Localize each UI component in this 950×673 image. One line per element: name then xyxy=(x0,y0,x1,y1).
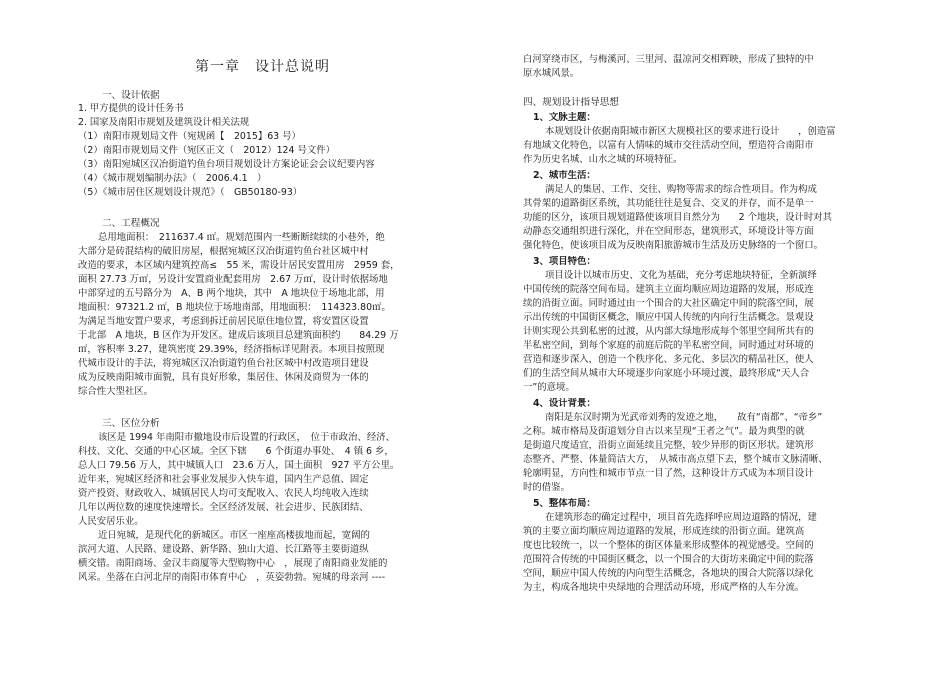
subsection-heading: 5、整体布局： xyxy=(533,498,596,509)
text-line: 原水城风景。 xyxy=(523,68,580,79)
text-line: 该区是 1994 年南阳市撤地设市后设置的行政区， 位于市政治、经济、 xyxy=(98,432,396,443)
text-line: 一”的意境。 xyxy=(523,382,575,393)
section-heading: 三、区位分析 xyxy=(102,418,160,429)
text-line: （4）《城市规划编制办法》（ 2006.4.1 ） xyxy=(78,173,267,184)
text-line: 代城市设计的手法，将宛城区汉冶街道钓鱼台社区城中村改造项目建设 xyxy=(78,358,369,369)
text-line: 们的生活空间从城市大环境逐步向家庭小环境过渡，最终形成“天人合 xyxy=(523,368,810,379)
text-line: 功能的区分，该项目规划道路使该项目自然分为 2 个地块，设计时对其 xyxy=(523,212,832,223)
text-line: 综合性大型社区。 xyxy=(78,386,154,397)
text-line: 中国传统的院落空间布局。建筑主立面均顺应周边道路的发展，形成连 xyxy=(523,284,814,295)
text-line: 其骨架的道路街区系统，其功能往往是复合、交叉的并存，而不是单一 xyxy=(523,198,814,209)
text-line: 半私密空间，到每个家庭的前庭后院的半私密空间，同时通过对环境的 xyxy=(523,340,814,351)
text-line: 2. 国家及南阳市规划及建筑设计相关法规 xyxy=(78,117,250,128)
text-line: 动静态交通组织进行深化，并在空间形态，建筑形式，环境设计等方面 xyxy=(523,226,814,237)
text-line: 是街道尺度适宜，沿街立面延续且完整，较少异形的街区形状。建筑形 xyxy=(523,440,814,451)
subsection-heading: 3、项目特色： xyxy=(533,256,596,267)
text-line: 几年以两位数的速度快速增长。全区经济发展、社会进步、民族团结、 xyxy=(78,502,369,513)
text-line: 横交错。南阳商场、金汉丰商厦等大型购物中心 ，展现了南阳商业发能的 xyxy=(78,558,388,569)
text-line: 强化特色，使该项目成为反映南阳旅游城市生活及历史脉络的一个窗口。 xyxy=(523,240,824,251)
text-line: 中部穿过的五号路分为 A、B 两个地块，其中 A 地块位于场地北部，用 xyxy=(78,288,385,299)
text-line: 计则实现公共到私密的过渡，从内部大绿地形成每个邻里空间所共有的 xyxy=(523,326,814,337)
text-line: 轮廓明显，方向性和城市节点一目了然，这种设计方式成为本项目设计 xyxy=(523,468,814,479)
section-heading: 四、规划设计指导思想 xyxy=(523,97,619,108)
text-line: 之称。城市格局及街道划分自古以来呈现“王者之气”。最为典型的就 xyxy=(523,426,805,437)
text-line: 改造的要求，本区域内建筑控高≤ 55 米，需设计居民安置用房 2959 套， xyxy=(78,260,400,271)
text-line: （5）《城市居住区规划设计规范》（ GB50180-93） xyxy=(78,187,303,198)
chapter-title: 第一章 设计总说明 xyxy=(195,59,330,75)
section-heading: 二、工程概况 xyxy=(102,218,160,229)
text-line: （1）南阳市规划局文件（宛规函【 2015】63 号） xyxy=(78,131,301,142)
text-line: 近年来，宛城区经济和社会事业发展步入快车道，国内生产总值、固定 xyxy=(78,474,369,485)
text-line: 资产投资、财政收入、城镇居民人均可支配收入、农民人均纯收入连续 xyxy=(78,488,369,499)
text-line: 续的沿街立面。同时通过由一个围合的大社区确定中间的院落空间，展 xyxy=(523,298,814,309)
text-line: 示出传统的中国街区概念，顺应中国人传统的内向行生活概念。景观设 xyxy=(523,312,814,323)
subsection-heading: 1、文脉主题： xyxy=(533,112,596,123)
text-line: 满足人的集居、工作、交往、购物等需求的综合性项目。作为构成 xyxy=(545,184,817,195)
text-line: （2）南阳市规划局文件（宛区正文（ 2012）124 号文件） xyxy=(78,145,335,156)
text-line: 1. 甲方提供的设计任务书 xyxy=(78,103,184,114)
text-line: 总人口 79.56 万人，其中城镇人口 23.6 万人，国土面积 927 平方公里。 xyxy=(78,460,400,471)
text-line: 在建筑形态的确定过程中，项目首先选择呼应周边道路的情况，建 xyxy=(545,512,817,523)
text-line: 总用地面积： 211637.4 ㎡。规划范围内一些断断续续的小巷外，绝 xyxy=(98,232,385,243)
text-line: 作为历史名城、山水之城的环境特征。 xyxy=(523,154,683,165)
text-line: 成为反映南阳城市面貌，具有良好形象，集居住、休闲及商贸为一体的 xyxy=(78,372,369,383)
text-line: ㎡，容积率 3.27，建筑密度 29.39%，经济指标详见附表。本项目按照现 xyxy=(78,344,385,355)
text-line: （3）南阳宛城区汉冶街道钓鱼台项目规划设计方案论证会会议纪要内容 xyxy=(78,159,375,170)
subsection-heading: 4、设计背景： xyxy=(533,398,596,409)
text-line: 项目设计以城市历史、文化为基础，充分考虑地块特征，全新演绎 xyxy=(545,270,817,281)
text-line: 时的借鉴。 xyxy=(523,482,570,493)
section-heading: 一、设计依据 xyxy=(102,90,160,101)
text-line: 于北部 A 地块，B 区作为开发区。建成后该项目总建筑面积约 84.29 万 xyxy=(78,330,399,341)
text-line: 面积 27.73 万㎡，另设计安置商业配套用房 2.67 万㎡，设计时依据场地 xyxy=(78,274,388,285)
text-line: 风采。坐落在白河北岸的南阳市体育中心 ，英姿勃勃。宛城的母亲河 ---- xyxy=(78,572,386,583)
text-line: 大部分是砖混结构的破旧房屋，根据宛城区汉冶街道钓鱼台社区城中村 xyxy=(78,246,369,257)
text-line: 筑的主要立面均顺应周边道路的发展，形成连续的沿街立面。建筑高 xyxy=(523,526,805,537)
text-line: 科技、文化、交通的中心区域。全区下辖 6 个街道办事处、 4 镇 6 乡， xyxy=(78,446,394,457)
text-line: 态整齐、严整、体量简洁大方， 从城市高点望下去，整个城市文脉清晰、 xyxy=(523,454,828,465)
text-line: 近日宛城，是现代化的新城区。市区一座座高楼拔地而起，宽阔的 xyxy=(98,530,370,541)
text-line: 本规划设计依据南阳城市新区大规模社区的要求进行设计 ，创造富 xyxy=(545,126,836,137)
text-line: 度也比较统一，以一个整体的街区体量来形成整体的视觉感受。空间的 xyxy=(523,540,814,551)
text-line: 人民安居乐业。 xyxy=(78,516,144,527)
subsection-heading: 2、城市生活： xyxy=(533,170,596,181)
text-line: 营造和逐步深入，创造一个秩序化、多元化、多层次的精品社区，使人 xyxy=(523,354,814,365)
text-line: 为满足当地安置户要求，考虑到拆迁前居民原住地位置，将安置区设置 xyxy=(78,316,369,327)
text-line: 空间，顺应中国人传统的内向型生活概念，各地块的围合大院落以绿化 xyxy=(523,568,814,579)
text-line: 为主，构成各地块中央绿地的合理活动环境，形成严格的人车分流。 xyxy=(523,582,805,593)
text-line: 地面积：97321.2 ㎡，B 地块位于场地南部，用地面积： 114323.80㎡。 xyxy=(78,302,391,313)
text-line: 有地域文化特色，以富有人情味的城市交往活动空间，塑造符合南阳市 xyxy=(523,140,814,151)
text-line: 滨河大道、人民路、建设路、新华路、独山大道、长江路等主要街道纵 xyxy=(78,544,369,555)
text-line: 白河穿绕市区，与梅溪河、三里河、温凉河交相辉映，形成了独特的中 xyxy=(523,54,814,65)
text-line: 范围符合传统的中国街区概念，以一个围合的大街坊来确定中间的院落 xyxy=(523,554,814,565)
text-line: 南阳是东汉时期为光武帝刘秀的发迹之地， 故有“南都”、“帝乡” xyxy=(545,412,823,423)
